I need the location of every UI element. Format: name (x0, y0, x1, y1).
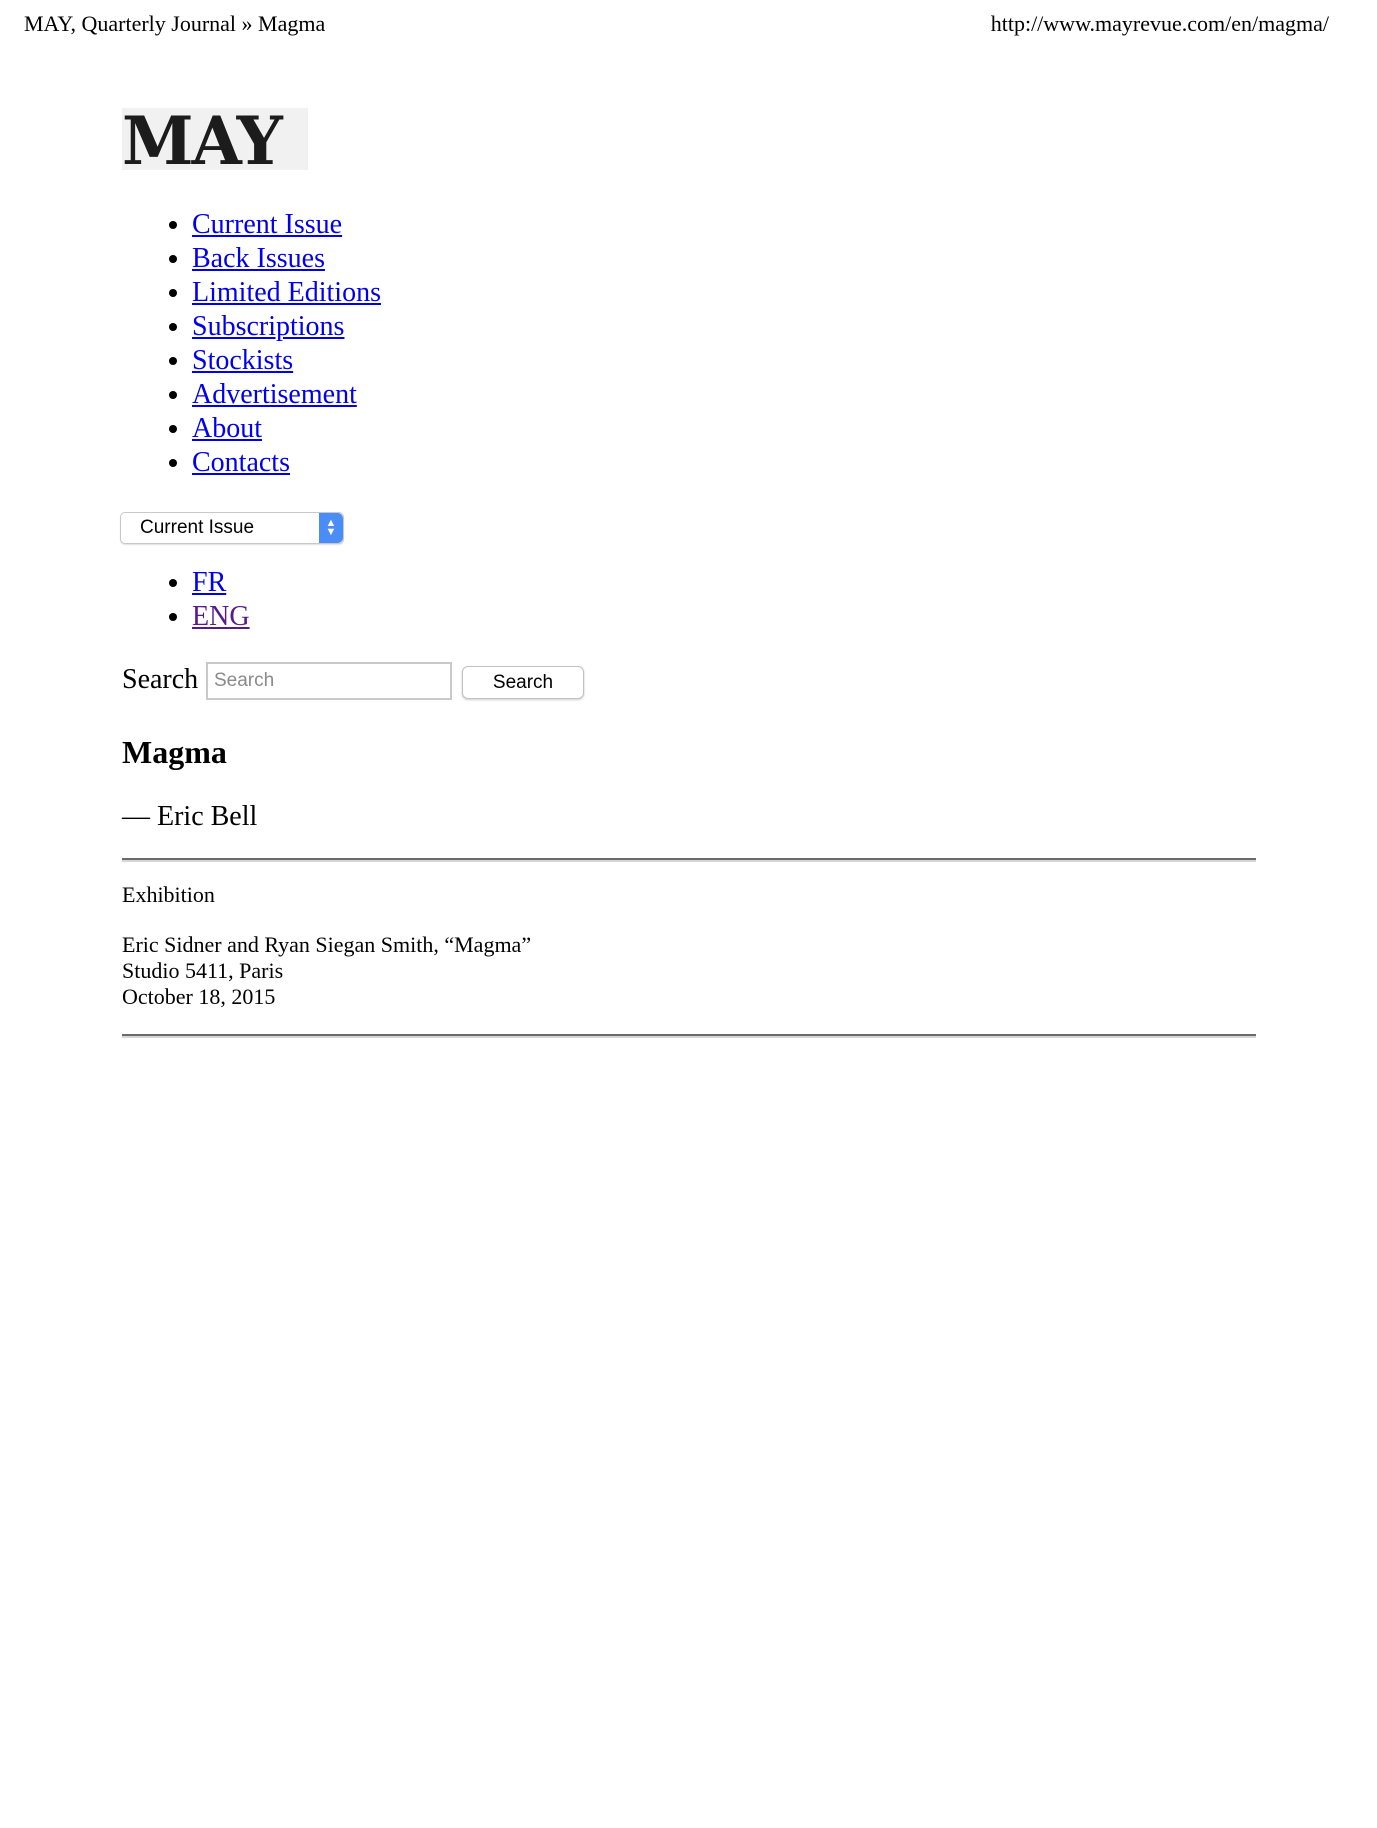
article-title: Magma (122, 734, 227, 770)
nav-item-advertisement (192, 378, 1256, 412)
nav-item-current-issue (192, 208, 1256, 242)
main-nav (122, 208, 1256, 480)
nav-link-stockists[interactable]: Stockists (192, 345, 294, 376)
lang-item-fr (192, 566, 1256, 600)
print-page-title: MAY, Quarterly Journal » Magma (24, 11, 326, 36)
nav-link-advertisement[interactable]: Advertisement (192, 379, 357, 410)
divider (122, 858, 1256, 862)
search-button[interactable]: Search (462, 666, 584, 699)
divider (122, 1034, 1256, 1038)
lang-link-eng[interactable]: ENG (192, 601, 250, 632)
issue-select-value: Current Issue (140, 517, 255, 538)
nav-item-limited-editions (192, 276, 1256, 310)
search-input[interactable] (206, 662, 452, 700)
details-line-date: October 18, 2015 (122, 984, 276, 1009)
nav-item-about (192, 412, 1256, 446)
print-page-url: http://www.mayrevue.com/en/magma/ (990, 11, 1329, 36)
nav-link-back-issues[interactable]: Back Issues (192, 243, 325, 274)
search-label: Search (122, 664, 199, 695)
nav-link-limited-editions[interactable]: Limited Editions (192, 277, 381, 308)
print-header (24, 8, 1353, 40)
article-category: Exhibition (122, 882, 215, 907)
nav-link-contacts[interactable]: Contacts (192, 447, 290, 478)
lang-link-fr[interactable]: FR (192, 567, 227, 598)
details-line-title: Eric Sidner and Ryan Siegan Smith, “Magma” (122, 932, 532, 957)
nav-link-current-issue[interactable]: Current Issue (192, 209, 343, 240)
nav-link-about[interactable]: About (192, 413, 262, 444)
issue-select[interactable] (120, 512, 344, 544)
nav-item-subscriptions (192, 310, 1256, 344)
chevron-up-down-icon: ▲ ▼ (319, 513, 343, 543)
nav-item-contacts (192, 446, 1256, 480)
page-content (122, 102, 1256, 1038)
article-details (122, 932, 1256, 1010)
article-author: — Eric Bell (122, 801, 258, 832)
language-switcher (122, 566, 1256, 634)
nav-item-back-issues (192, 242, 1256, 276)
may-logo[interactable] (122, 102, 308, 180)
lang-item-eng (192, 600, 1256, 634)
logo-text: MAY (122, 102, 281, 180)
nav-link-subscriptions[interactable]: Subscriptions (192, 311, 345, 342)
details-line-venue: Studio 5411, Paris (122, 958, 284, 983)
search-form (122, 662, 1256, 702)
nav-item-stockists (192, 344, 1256, 378)
